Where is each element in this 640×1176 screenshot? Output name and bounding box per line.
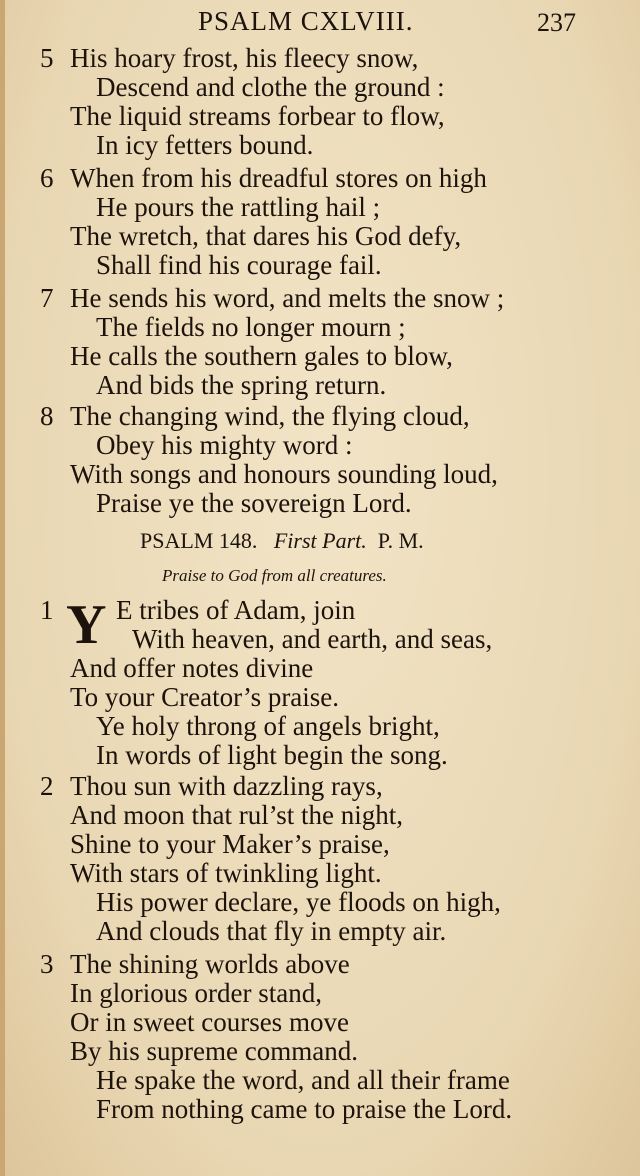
drop-cap: Y	[66, 594, 107, 656]
verse-line: E tribes of Adam, join	[116, 595, 356, 625]
stanza-8	[0, 402, 600, 518]
verse-line: And clouds that fly in empty air.	[96, 916, 447, 946]
psalm-part: First Part.	[273, 528, 367, 553]
verse-line: With songs and honours sounding loud,	[70, 459, 498, 489]
stanza-number: 3	[40, 949, 54, 979]
verse-line: The changing wind, the flying cloud,	[70, 401, 470, 431]
verse-line: And moon that rul’st the night,	[70, 800, 403, 830]
stanza-1	[0, 596, 600, 770]
verse-line: Or in sweet courses move	[70, 1007, 349, 1037]
page-number: 237	[537, 8, 576, 37]
verse-line: He calls the southern gales to blow,	[70, 341, 453, 371]
verse-line: To your Creator’s praise.	[70, 682, 340, 712]
running-title: PSALM CXLVIII.	[198, 6, 414, 36]
verse-line: His power declare, ye floods on high,	[96, 887, 501, 917]
verse-line: He pours the rattling hail ;	[96, 192, 381, 222]
stanza-2	[0, 772, 600, 946]
verse-line: When from his dreadful stores on high	[70, 163, 487, 193]
psalm-label: PSALM 148.	[140, 528, 258, 553]
verse-line: Thou sun with dazzling rays,	[70, 771, 383, 801]
verse-line: Descend and clothe the ground :	[96, 72, 445, 102]
verse-line: The fields no longer mourn ;	[96, 312, 406, 342]
stanza-number: 1	[40, 595, 54, 625]
stanza-3	[0, 950, 600, 1124]
verse-line: The wretch, that dares his God defy,	[70, 221, 462, 251]
verse-line: In words of light begin the song.	[96, 740, 448, 770]
verse-line: He sends his word, and melts the snow ;	[70, 283, 505, 313]
stanza-number: 7	[40, 283, 54, 313]
stanza-number: 8	[40, 401, 54, 431]
verse-line: With heaven, and earth, and seas,	[132, 624, 493, 654]
verse-line: The liquid streams forbear to flow,	[70, 101, 445, 131]
verse-line: With stars of twinkling light.	[70, 858, 382, 888]
psalm-heading	[140, 528, 424, 554]
stanza-number: 5	[40, 43, 54, 73]
verse-line: His hoary frost, his fleecy snow,	[70, 43, 419, 73]
psalm-subtitle: Praise to God from all creatures.	[162, 566, 387, 585]
verse-line: Ye holy throng of angels bright,	[96, 711, 440, 741]
verse-line: From nothing came to praise the Lord.	[96, 1094, 513, 1124]
verse-line: In glorious order stand,	[70, 978, 322, 1008]
page-header	[0, 6, 640, 40]
psalm-meter: P. M.	[377, 528, 424, 553]
verse-line: Obey his mighty word :	[96, 430, 353, 460]
verse-line: He spake the word, and all their frame	[96, 1065, 510, 1095]
verse-line: And bids the spring return.	[96, 370, 387, 400]
stanza-number: 6	[40, 163, 54, 193]
verse-line: Shine to your Maker’s praise,	[70, 829, 390, 859]
verse-line: Praise ye the sovereign Lord.	[96, 488, 412, 518]
verse-line: In icy fetters bound.	[96, 130, 314, 160]
verse-line: Shall find his courage fail.	[96, 250, 382, 280]
verse-line: By his supreme command.	[70, 1036, 358, 1066]
verse-line: And offer notes divine	[70, 653, 314, 683]
stanza-6	[0, 164, 600, 280]
stanza-7	[0, 284, 600, 400]
stanza-5	[0, 44, 600, 160]
stanza-number: 2	[40, 771, 54, 801]
verse-line: The shining worlds above	[70, 949, 350, 979]
